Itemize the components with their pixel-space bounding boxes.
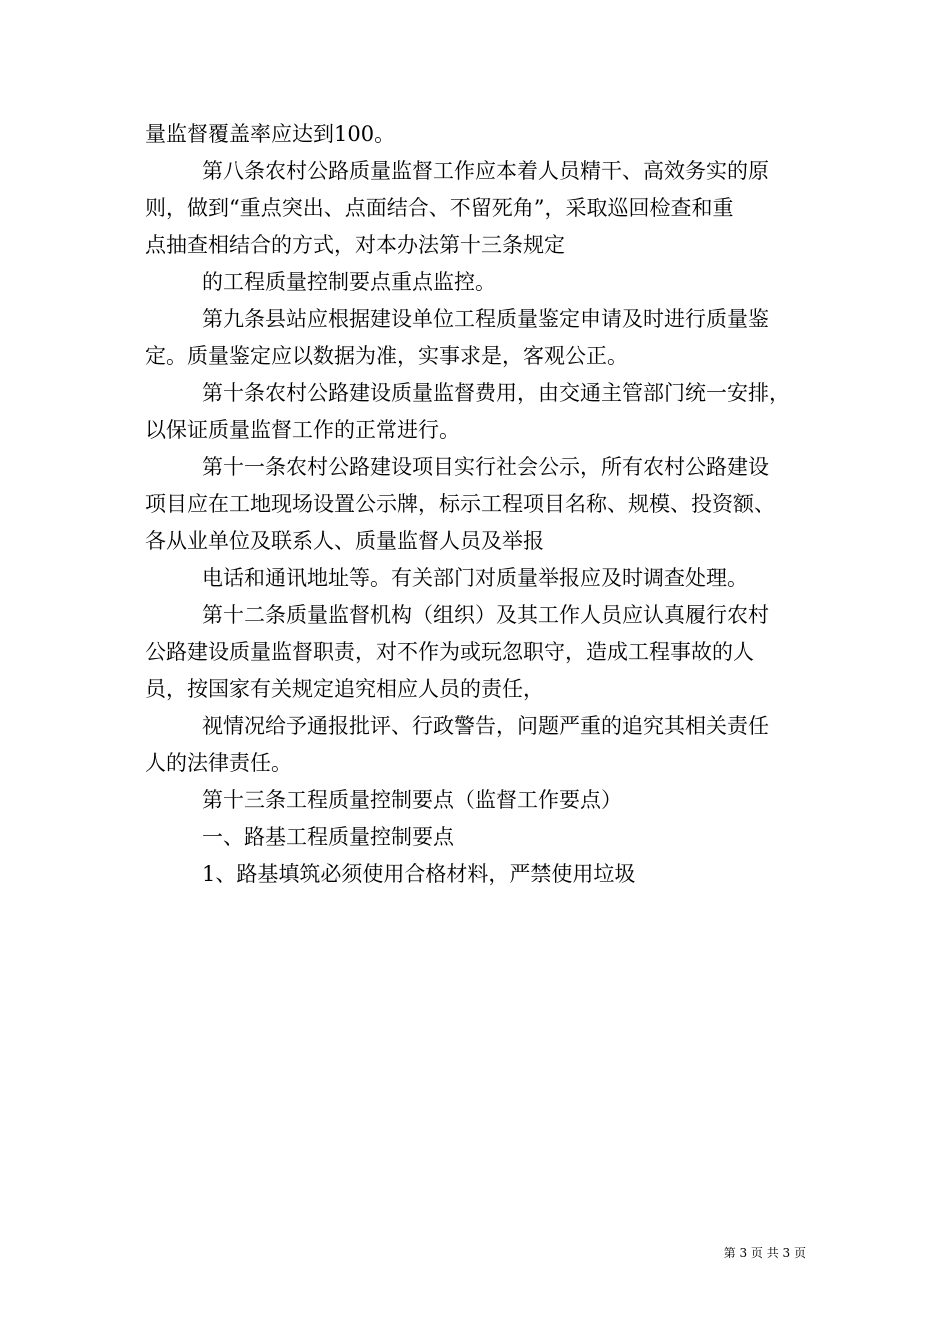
text-line: 视情况给予通报批评、行政警告，问题严重的追究其相关责任 xyxy=(202,714,769,738)
text-line: 第九条县站应根据建设单位工程质量鉴定申请及时进行质量鉴 xyxy=(202,307,769,331)
text-line: 公路建设质量监督职责，对不作为或玩忽职守，造成工程事故的人 xyxy=(145,640,754,664)
document-body xyxy=(145,116,835,893)
text-line: 点抽查相结合的方式，对本办法第十三条规定 xyxy=(145,233,565,257)
text-line: 第十条农村公路建设质量监督费用，由交通主管部门统一安排， xyxy=(202,381,790,405)
text-line: 第十二条质量监督机构（组织）及其工作人员应认真履行农村 xyxy=(202,603,769,627)
page-number-footer: 第 3 页 共 3 页 xyxy=(723,1246,806,1260)
text-line: 以保证质量监督工作的正常进行。 xyxy=(145,418,460,442)
text-line: 则，做到“重点突出、点面结合、不留死角”，采取巡回检查和重 xyxy=(145,196,734,220)
text-line: 的工程质量控制要点重点监控。 xyxy=(202,270,496,294)
section-heading: 第十三条工程质量控制要点（监督工作要点） xyxy=(202,788,622,812)
text-line: 第十一条农村公路建设项目实行社会公示，所有农村公路建设 xyxy=(202,455,769,479)
text-line: 电话和通讯地址等。有关部门对质量举报应及时调查处理。 xyxy=(202,566,748,590)
text-line: 定。质量鉴定应以数据为准，实事求是，客观公正。 xyxy=(145,344,628,368)
list-item: 1、路基填筑必须使用合格材料，严禁使用垃圾 xyxy=(202,862,636,886)
text-line: 量监督覆盖率应达到100。 xyxy=(145,122,396,146)
text-line: 各从业单位及联系人、质量监督人员及举报 xyxy=(145,529,544,553)
text-line: 第八条农村公路质量监督工作应本着人员精干、高效务实的原 xyxy=(202,159,769,183)
text-line: 项目应在工地现场设置公示牌，标示工程项目名称、规模、投资额、 xyxy=(145,492,775,516)
subsection-heading: 一、路基工程质量控制要点 xyxy=(202,825,454,849)
text-line: 员，按国家有关规定追究相应人员的责任， xyxy=(145,677,544,701)
text-line: 人的法律责任。 xyxy=(145,751,292,775)
